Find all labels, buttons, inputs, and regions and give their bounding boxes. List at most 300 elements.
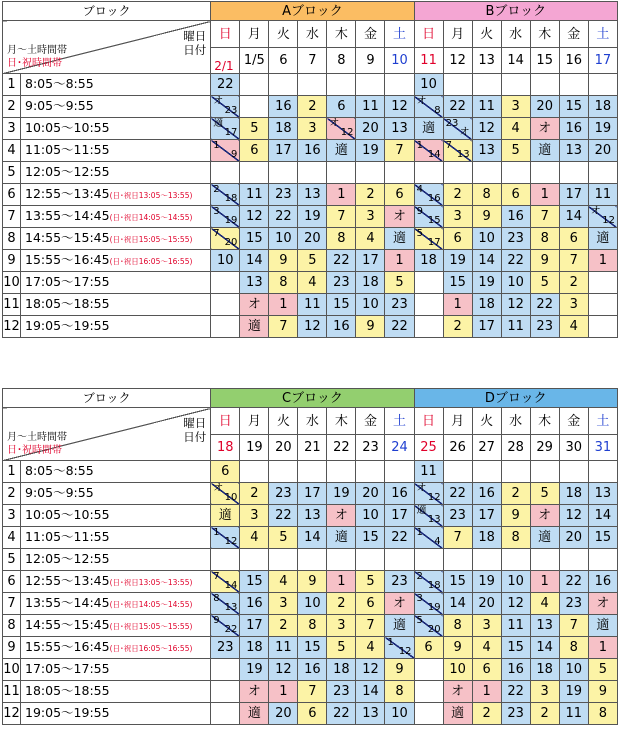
- schedule-cell: [559, 118, 588, 140]
- cell-text: 1: [7, 77, 16, 92]
- split-bottom: 18: [427, 580, 441, 591]
- cell-text: 6: [250, 143, 259, 158]
- cell-text: 5: [540, 275, 549, 290]
- cell-text: 15: [362, 530, 379, 545]
- cell-text: 18: [246, 640, 263, 655]
- cell-text: 20: [478, 596, 495, 611]
- cell-text: 11:05～11:55: [25, 142, 110, 158]
- schedule-cell: [472, 140, 501, 162]
- slot-time: [21, 505, 211, 527]
- cell-text: 4: [366, 231, 375, 246]
- schedule-cell: [298, 571, 327, 593]
- schedule-cell: [269, 250, 298, 272]
- schedule-cell: [443, 74, 472, 96]
- schedule-cell: [356, 593, 385, 615]
- schedule-cell: [501, 96, 530, 118]
- cell-text: 8: [482, 187, 491, 202]
- cell-text: 火: [276, 413, 290, 429]
- split-top: 7: [213, 571, 220, 582]
- cell-text: 2: [337, 596, 346, 611]
- cell-text: 14: [246, 253, 263, 268]
- schedule-cell: [327, 74, 356, 96]
- weekday-cell: [298, 21, 327, 48]
- cell-text: 26: [449, 440, 466, 455]
- schedule-cell: [385, 74, 414, 96]
- schedule-cell: [501, 505, 530, 527]
- cell-text: 22: [449, 486, 466, 501]
- slot-row: [3, 250, 618, 272]
- cell-text: オ: [247, 684, 261, 699]
- cell-text: 19: [304, 209, 321, 224]
- slot-time: [21, 96, 211, 118]
- schedule-cell: [472, 549, 501, 571]
- schedule-cell: [501, 703, 530, 725]
- schedule-cell: [588, 74, 617, 96]
- schedule-cell: [298, 527, 327, 549]
- slot-time: [21, 184, 211, 206]
- date-cell: [559, 435, 588, 461]
- cell-text: 23: [536, 319, 553, 334]
- schedule-cell: [414, 483, 443, 505]
- cell-text: 8: [7, 618, 16, 633]
- cell-text: 17: [246, 618, 263, 633]
- schedule-cell: [472, 250, 501, 272]
- schedule-cell: [298, 250, 327, 272]
- schedule-cell: [588, 140, 617, 162]
- cell-text: 11: [275, 640, 292, 655]
- slot-row: [3, 228, 618, 250]
- split-bottom: 20: [224, 237, 238, 248]
- date-cell: [414, 435, 443, 461]
- schedule-cell: [269, 294, 298, 316]
- cell-text: 13: [246, 275, 263, 290]
- schedule-cell: [443, 681, 472, 703]
- cell-text: 日: [422, 26, 436, 42]
- schedule-cell: [211, 461, 240, 483]
- cell-text: 10: [507, 275, 524, 290]
- cell-text: 9: [366, 53, 375, 68]
- date-cell: [356, 48, 385, 74]
- schedule-cell: [443, 206, 472, 228]
- cell-text: 13: [536, 618, 553, 633]
- cell-text: 12:55～13:45: [25, 186, 110, 202]
- schedule-cell: [530, 140, 559, 162]
- schedule-cell: [530, 461, 559, 483]
- cell-text: 2: [308, 99, 317, 114]
- slot-row: [3, 549, 618, 571]
- split-bottom: 12: [398, 646, 412, 657]
- schedule-cell: [240, 637, 269, 659]
- schedule-cell: [414, 74, 443, 96]
- slot-number: [3, 228, 21, 250]
- schedule-cell: [211, 615, 240, 637]
- schedule-cell: [530, 593, 559, 615]
- schedule-cell: [501, 593, 530, 615]
- cell-text: 20: [275, 706, 292, 721]
- schedule-cell: [443, 118, 472, 140]
- cell-text: 16: [507, 662, 524, 677]
- cell-text: 日･祝時間帯: [7, 57, 62, 69]
- slot-number: [3, 527, 21, 549]
- cell-text: 5: [511, 143, 520, 158]
- cell-text: 4: [482, 640, 491, 655]
- cell-text: Cブロック: [282, 390, 343, 406]
- date-cell: [385, 435, 414, 461]
- cell-text: 水: [509, 413, 523, 429]
- schedule-cell: [240, 483, 269, 505]
- split-bottom: 12: [224, 536, 238, 547]
- schedule-cell: [443, 184, 472, 206]
- cell-text: 4: [7, 143, 16, 158]
- cell-text: 適: [393, 231, 407, 246]
- schedule-cell: [414, 505, 443, 527]
- cell-text: 6: [569, 231, 578, 246]
- cell-text: 曜日: [183, 29, 207, 43]
- schedule-cell: [472, 659, 501, 681]
- cell-text: 23: [333, 684, 350, 699]
- split-top: 9: [213, 615, 220, 626]
- cell-text: 1/5: [243, 53, 265, 68]
- schedule-cell: [443, 272, 472, 294]
- cell-text: 10:05～10:55: [25, 507, 110, 523]
- cell-text: 7: [453, 530, 462, 545]
- schedule-cell: [240, 593, 269, 615]
- cell-text: 11: [420, 464, 437, 479]
- cell-text: (日･祝日14:05～14:55): [109, 600, 193, 610]
- cell-text: 11: [507, 618, 524, 633]
- schedule-cell: [269, 184, 298, 206]
- slot-row: [3, 206, 618, 228]
- date-cell: [559, 48, 588, 74]
- cell-text: 3: [308, 121, 317, 136]
- cell-text: 火: [480, 413, 494, 429]
- schedule-cell: [385, 316, 414, 338]
- date-cell: [240, 435, 269, 461]
- schedule-cell: [327, 206, 356, 228]
- cell-text: 16: [304, 662, 321, 677]
- weekday-cell: [356, 408, 385, 435]
- split-top: オ: [329, 118, 340, 129]
- slot-row: [3, 96, 618, 118]
- cell-text: 8: [395, 684, 404, 699]
- slot-number: [3, 206, 21, 228]
- schedule-cell: [269, 96, 298, 118]
- schedule-cell: [472, 228, 501, 250]
- cell-text: 14: [594, 508, 612, 523]
- weekday-cell: [356, 21, 385, 48]
- weekday-cell: [530, 21, 559, 48]
- schedule-cell: [443, 615, 472, 637]
- schedule-cell: [211, 250, 240, 272]
- weekday-cell: [588, 21, 617, 48]
- cell-text: 12:05～12:55: [25, 164, 110, 180]
- schedule-cell: [269, 118, 298, 140]
- cell-text: 6: [424, 640, 433, 655]
- block-name: [414, 2, 617, 21]
- schedule-cell: [443, 250, 472, 272]
- schedule-cell: [414, 118, 443, 140]
- cell-text: 20: [275, 440, 292, 455]
- cell-text: 3: [337, 618, 346, 633]
- schedule-cell: [385, 294, 414, 316]
- cell-text: 4: [7, 530, 16, 545]
- schedule-cell: [530, 118, 559, 140]
- cell-text: オ: [538, 508, 552, 523]
- schedule-cell: [356, 162, 385, 184]
- cell-text: 8: [7, 231, 16, 246]
- split-top: 1: [213, 140, 220, 151]
- cell-text: 1: [453, 297, 462, 312]
- schedule-cell: [211, 593, 240, 615]
- split-bottom: 14: [224, 580, 238, 591]
- schedule-cell: [298, 316, 327, 338]
- slot-time: [21, 527, 211, 549]
- cell-text: 適: [247, 319, 261, 334]
- cell-text: 月～土時間帯: [7, 45, 67, 56]
- schedule-cell: [327, 294, 356, 316]
- cell-text: 10: [304, 596, 321, 611]
- cell-text: 22: [449, 99, 466, 114]
- schedule-cell: [501, 659, 530, 681]
- cell-text: 6: [511, 187, 520, 202]
- cell-text: 適: [334, 143, 348, 158]
- cell-text: 2: [453, 319, 462, 334]
- cell-text: Aブロック: [282, 3, 343, 19]
- slot-time: [21, 593, 211, 615]
- weekday-cell: [414, 21, 443, 48]
- cell-text: 8: [279, 275, 288, 290]
- date-cell: [530, 435, 559, 461]
- schedule-cell: [211, 272, 240, 294]
- schedule-cell: [356, 483, 385, 505]
- cell-text: 日付: [183, 430, 207, 445]
- schedule-cell: [472, 272, 501, 294]
- weekday-cell: [240, 408, 269, 435]
- schedule-cell: [298, 272, 327, 294]
- weekday-cell: [240, 21, 269, 48]
- cell-text: 5: [366, 574, 375, 589]
- date-cell: [501, 435, 530, 461]
- schedule-cell: [327, 549, 356, 571]
- slot-number: [3, 681, 21, 703]
- schedule-cell: [298, 162, 327, 184]
- cell-text: 7: [308, 53, 317, 68]
- schedule-cell: [530, 637, 559, 659]
- cell-text: 土: [393, 413, 407, 429]
- cell-text: 11: [3, 297, 20, 312]
- cell-text: 10:05～10:55: [25, 120, 110, 136]
- slot-row: [3, 74, 618, 96]
- schedule-cell: [588, 461, 617, 483]
- split-bottom: 19: [224, 215, 238, 226]
- schedule-cell: [588, 162, 617, 184]
- schedule-cell: [240, 96, 269, 118]
- schedule-cell: [356, 571, 385, 593]
- slot-time: [21, 549, 211, 571]
- cell-text: 15: [594, 530, 612, 545]
- cell-text: 適: [334, 530, 348, 545]
- cell-text: 土: [596, 413, 610, 429]
- cell-text: 11: [594, 187, 612, 202]
- cell-text: 13: [565, 143, 582, 158]
- cell-text: 1: [395, 253, 404, 268]
- slot-time: [21, 74, 211, 96]
- cell-text: 9: [308, 574, 317, 589]
- schedule-cell: [414, 316, 443, 338]
- cell-text: 22: [275, 508, 292, 523]
- schedule-cell: [443, 703, 472, 725]
- schedule-cell: [356, 140, 385, 162]
- schedule-cell: [211, 140, 240, 162]
- date-cell: [443, 435, 472, 461]
- block-name: [414, 389, 617, 408]
- cell-text: 日: [218, 26, 232, 42]
- schedule-cell: [501, 461, 530, 483]
- slot-number: [3, 659, 21, 681]
- schedule-cell: [472, 483, 501, 505]
- slot-number: [3, 615, 21, 637]
- cell-text: 17: [362, 253, 379, 268]
- cell-text: 月: [247, 26, 261, 42]
- block-name: [211, 389, 414, 408]
- schedule-cell: [414, 228, 443, 250]
- schedule-cell: [559, 703, 588, 725]
- cell-text: オ: [334, 508, 348, 523]
- cell-text: 3: [511, 99, 520, 114]
- cell-text: 14: [449, 596, 466, 611]
- schedule-cell: [472, 615, 501, 637]
- schedule-cell: [588, 250, 617, 272]
- date-cell: [414, 48, 443, 74]
- cell-text: オ: [393, 209, 407, 224]
- cell-text: (日･祝日14:05～14:55): [109, 213, 193, 223]
- cell-text: 月～土時間帯: [7, 432, 67, 443]
- cell-text: 16: [333, 319, 350, 334]
- slot-number: [3, 593, 21, 615]
- schedule-cell: [385, 703, 414, 725]
- schedule-cell: [298, 549, 327, 571]
- cell-text: 20: [362, 486, 379, 501]
- date-cell: [211, 48, 240, 74]
- schedule-cell: [211, 162, 240, 184]
- cell-text: 2: [482, 706, 491, 721]
- split-top: 7: [445, 140, 452, 151]
- schedule-cell: [385, 96, 414, 118]
- split-top: オ: [416, 96, 427, 107]
- cell-text: 15:55～16:45: [25, 252, 110, 268]
- schedule-cell: [385, 637, 414, 659]
- schedule-cell: [211, 681, 240, 703]
- cell-text: 7: [569, 618, 578, 633]
- weekday-cell: [385, 408, 414, 435]
- cell-text: 3: [7, 121, 16, 136]
- slot-number: [3, 96, 21, 118]
- schedule-cell: [414, 294, 443, 316]
- split-bottom: 12: [340, 127, 354, 138]
- cell-text: 10: [362, 297, 379, 312]
- slot-row: [3, 593, 618, 615]
- slot-time: [21, 228, 211, 250]
- slot-time: [21, 250, 211, 272]
- cell-text: 23: [362, 440, 379, 455]
- schedule-cell: [443, 527, 472, 549]
- slot-number: [3, 316, 21, 338]
- schedule-cell: [298, 184, 327, 206]
- cell-text: 12: [507, 297, 524, 312]
- schedule-cell: [356, 206, 385, 228]
- weekday-cell: [385, 21, 414, 48]
- slot-row: [3, 118, 618, 140]
- schedule-cell: [530, 571, 559, 593]
- schedule-cell: [443, 637, 472, 659]
- schedule-cell: [269, 593, 298, 615]
- slot-number: [3, 294, 21, 316]
- cell-text: 15: [246, 574, 263, 589]
- cell-text: 日: [422, 413, 436, 429]
- schedule-cell: [588, 184, 617, 206]
- schedule-cell: [298, 461, 327, 483]
- split-bottom: 12: [602, 215, 615, 226]
- slot-row: [3, 184, 618, 206]
- cell-text: 5: [7, 165, 16, 180]
- schedule-cell: [240, 549, 269, 571]
- slot-row: [3, 140, 618, 162]
- cell-text: 適: [422, 121, 436, 136]
- cell-text: 18: [217, 440, 234, 455]
- date-cell: [298, 48, 327, 74]
- schedule-cell: [414, 527, 443, 549]
- schedule-cell: [501, 162, 530, 184]
- cell-text: 9:05～9:55: [25, 98, 94, 114]
- cell-text: 23: [565, 596, 582, 611]
- schedule-cell: [530, 272, 559, 294]
- schedule-cell: [240, 272, 269, 294]
- cell-text: (日･祝日16:05～16:55): [109, 257, 193, 267]
- schedule-cell: [385, 118, 414, 140]
- cell-text: 1: [540, 187, 549, 202]
- schedule-cell: [356, 637, 385, 659]
- cell-text: 17:05～17:55: [25, 274, 110, 290]
- cell-text: 金: [567, 26, 581, 42]
- cell-text: 18:05～18:55: [25, 683, 110, 699]
- schedule-cell: [472, 294, 501, 316]
- schedule-cell: [472, 703, 501, 725]
- cell-text: 6: [221, 464, 230, 479]
- cell-text: 11: [246, 187, 263, 202]
- split-bottom: 17: [224, 127, 238, 138]
- split-top: 1: [387, 637, 394, 648]
- cell-text: 22: [507, 253, 524, 268]
- slot-number: [3, 505, 21, 527]
- cell-text: 17: [391, 508, 408, 523]
- cell-text: 4: [511, 121, 520, 136]
- slot-number: [3, 461, 21, 483]
- schedule-cell: [327, 162, 356, 184]
- cell-text: 10: [507, 574, 524, 589]
- cell-text: 15:55～16:45: [25, 639, 110, 655]
- schedule-cell: [240, 206, 269, 228]
- schedule-cell: [327, 184, 356, 206]
- weekday-cell: [414, 408, 443, 435]
- split-top: 5: [416, 228, 423, 239]
- cell-text: (日･祝日16:05～16:55): [109, 644, 193, 654]
- cell-text: 17: [478, 319, 495, 334]
- cell-text: 19: [565, 684, 582, 699]
- cell-text: 6: [395, 187, 404, 202]
- cell-text: 7: [7, 209, 16, 224]
- schedule-cell: [559, 527, 588, 549]
- schedule-cell: [327, 703, 356, 725]
